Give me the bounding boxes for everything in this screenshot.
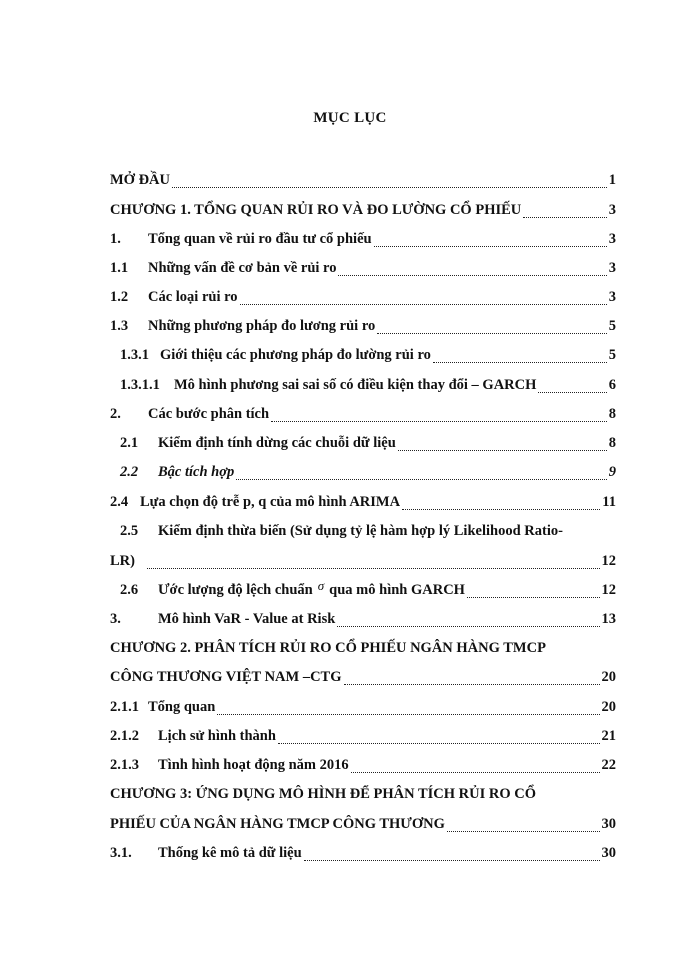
toc-entry-number: 2.1.1 xyxy=(110,699,139,715)
toc-page-number: 5 xyxy=(608,347,616,363)
toc-entry-text-line2: PHIẾU CỦA NGÂN HÀNG TMCP CÔNG THƯƠNG xyxy=(110,816,445,832)
toc-page-number: 6 xyxy=(608,377,616,393)
toc-entry-text: Bậc tích hợp xyxy=(158,464,235,480)
toc-page-number: 3 xyxy=(608,289,616,305)
toc-dot-leader xyxy=(338,261,606,276)
toc-entry[interactable] xyxy=(110,170,616,190)
toc-page-number: 30 xyxy=(601,845,616,861)
toc-page-number: 3 xyxy=(608,202,616,218)
toc-entry-continuation[interactable] xyxy=(110,551,616,571)
toc-entry[interactable] xyxy=(120,462,616,482)
toc-dot-leader xyxy=(433,348,607,363)
toc-page-number: 3 xyxy=(608,260,616,276)
toc-page-number: 30 xyxy=(601,816,616,832)
toc-entry-text: Tình hình hoạt động năm 2016 xyxy=(158,757,349,773)
toc-entry-text: CHƯƠNG 1. TỔNG QUAN RỦI RO VÀ ĐO LƯỜNG CỔ PHIẾU xyxy=(110,202,522,218)
toc-entry-number: 2.5 xyxy=(120,523,139,539)
toc-entry-number: 3. xyxy=(110,611,121,627)
toc-entry-number: 1.1 xyxy=(110,260,129,276)
toc-page-number: 8 xyxy=(608,435,616,451)
toc-page-number: 5 xyxy=(608,318,616,334)
toc-page-number: 3 xyxy=(608,231,616,247)
toc-dot-leader xyxy=(344,670,600,685)
toc-entry-text: Kiểm định tính dừng các chuỗi dữ liệu xyxy=(158,435,396,451)
toc-dot-leader xyxy=(447,817,600,832)
toc-page-number: 12 xyxy=(601,582,616,598)
toc-entry-text: Ước lượng độ lệch chuẩn xyxy=(158,582,313,598)
toc-entry[interactable] xyxy=(110,726,616,746)
toc-entry-text: Mô hình VaR - Value at Risk xyxy=(158,611,336,627)
toc-entry-number: 1.2 xyxy=(110,289,129,305)
toc-entry-text: Các loại rủi ro xyxy=(148,289,238,305)
toc-entry-text: Tổng quan về rủi ro đầu tư cổ phiếu xyxy=(148,231,372,247)
toc-dot-leader xyxy=(271,407,607,422)
toc-entry[interactable] xyxy=(110,843,616,863)
toc-dot-leader xyxy=(377,319,606,334)
toc-entry[interactable] xyxy=(110,316,616,336)
sigma-symbol: σ xyxy=(317,578,325,593)
toc-entry-text: Mô hình phương sai sai số có điều kiện thay đổi – GARCH xyxy=(174,377,537,393)
toc-entry-text-line2: CÔNG THƯƠNG VIỆT NAM –CTG xyxy=(110,669,342,685)
toc-entry-continuation[interactable] xyxy=(110,667,616,687)
toc-entry[interactable] xyxy=(120,375,616,395)
toc-entry[interactable] xyxy=(110,609,616,629)
toc-page-number: 20 xyxy=(601,699,616,715)
toc-page-number: 11 xyxy=(602,494,616,510)
toc-entry-number: 2.1.2 xyxy=(110,728,139,744)
toc-dot-leader xyxy=(351,758,600,773)
toc-entry-text: Tổng quan xyxy=(148,699,216,715)
toc-page-number: 8 xyxy=(608,406,616,422)
toc-entry-continuation[interactable] xyxy=(110,814,616,834)
toc-entry[interactable] xyxy=(110,697,616,717)
toc-dot-leader xyxy=(217,700,599,715)
toc-dot-leader xyxy=(147,554,600,569)
toc-dot-leader xyxy=(278,729,600,744)
toc-dot-leader xyxy=(538,378,606,393)
toc-entry-text: CHƯƠNG 2. PHÂN TÍCH RỦI RO CỔ PHIẾU NGÂN HÀNG TMCP xyxy=(110,640,546,656)
toc-entry-number: 2.4 xyxy=(110,494,129,510)
toc-entry-number: 3.1. xyxy=(110,845,132,861)
toc-entry-text: Những vấn đề cơ bản về rủi ro xyxy=(148,260,337,276)
toc-entry-number: 1.3 xyxy=(110,318,129,334)
toc-entry[interactable] xyxy=(110,404,616,424)
toc-entry[interactable] xyxy=(110,638,546,658)
toc-dot-leader xyxy=(337,612,599,627)
toc-page-number: 22 xyxy=(601,757,616,773)
toc-dot-leader xyxy=(304,846,600,861)
toc-entry[interactable] xyxy=(110,287,616,307)
toc-entry-text: MỞ ĐẦU xyxy=(110,172,171,188)
toc-entry-number: 2.1 xyxy=(120,435,139,451)
toc-page-number: 20 xyxy=(601,669,616,685)
toc-entry[interactable] xyxy=(110,492,616,512)
toc-dot-leader xyxy=(240,290,607,305)
toc-entry-text: Các bước phân tích xyxy=(148,406,270,422)
toc-entry-number: 2.6 xyxy=(120,582,139,598)
toc-entry-text-after: qua mô hình GARCH xyxy=(329,582,465,598)
toc-dot-leader xyxy=(236,465,606,480)
toc-entry-text: Lịch sử hình thành xyxy=(158,728,276,744)
toc-entry-text-line2: LR) xyxy=(110,553,135,569)
toc-entry[interactable] xyxy=(110,200,616,220)
toc-page-number: 9 xyxy=(608,464,616,480)
toc-dot-leader xyxy=(374,232,607,247)
toc-dot-leader xyxy=(398,436,607,451)
toc-entry-text: Những phương pháp đo lương rủi ro xyxy=(148,318,376,334)
toc-entry-text: Giới thiệu các phương pháp đo lường rủi ro xyxy=(160,347,431,363)
toc-entry[interactable] xyxy=(110,229,616,249)
toc-entry[interactable] xyxy=(120,345,616,365)
toc-entry[interactable] xyxy=(110,755,616,775)
toc-entry-text: Lựa chọn độ trễ p, q của mô hình ARIMA xyxy=(140,494,401,510)
toc-page-number: 12 xyxy=(601,553,616,569)
toc-page-number: 21 xyxy=(601,728,616,744)
toc-entry-number: 1.3.1.1 xyxy=(120,377,160,393)
toc-entry-number: 1. xyxy=(110,231,121,247)
toc-page-number: 13 xyxy=(601,611,616,627)
toc-entry-number: 2. xyxy=(110,406,121,422)
toc-entry[interactable] xyxy=(120,521,563,541)
toc-entry[interactable] xyxy=(120,433,616,453)
toc-dot-leader xyxy=(467,583,600,598)
toc-entry-number: 1.3.1 xyxy=(120,347,149,363)
toc-entry[interactable] xyxy=(110,258,616,278)
toc-dot-leader xyxy=(402,495,600,510)
toc-entry-text: Thống kê mô tả dữ liệu xyxy=(158,845,302,861)
page-title: MỤC LỤC xyxy=(313,110,387,126)
toc-entry-number: 2.2 xyxy=(120,464,139,480)
toc-entry-text: Kiểm định thừa biến (Sử dụng tỷ lệ hàm hợp lý Likelihood Ratio- xyxy=(158,523,563,539)
toc-dot-leader xyxy=(523,203,606,218)
toc-entry-text: CHƯƠNG 3: ỨNG DỤNG MÔ HÌNH ĐỂ PHÂN TÍCH RỦI RO CỔ xyxy=(110,786,537,802)
toc-dot-leader xyxy=(172,173,607,188)
toc-page-number: 1 xyxy=(608,172,616,188)
toc-entry[interactable] xyxy=(110,784,536,804)
toc-entry[interactable] xyxy=(120,580,616,600)
toc-entry-number: 2.1.3 xyxy=(110,757,139,773)
